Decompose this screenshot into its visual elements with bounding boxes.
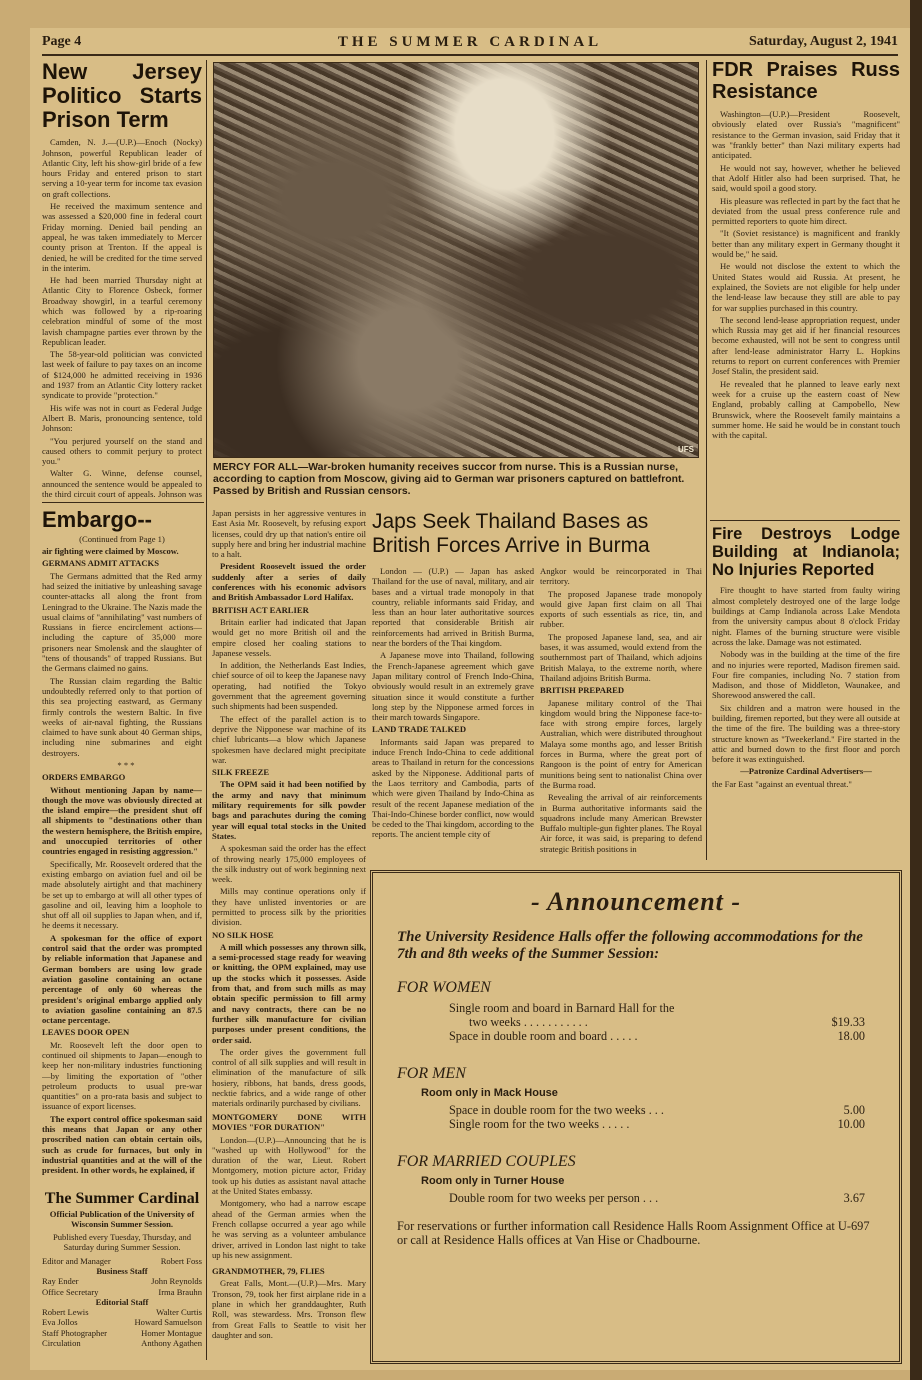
staff-row: Ray Ender John Reynolds bbox=[42, 1276, 202, 1287]
staff-line: Published every Tuesday, Thursday, and Saturday during Summer Session. bbox=[52, 1231, 192, 1252]
announcement-ad bbox=[370, 870, 902, 1364]
issue-date: Saturday, August 2, 1941 bbox=[749, 34, 898, 49]
price-line: Single room and board in Barnard Hall for the bbox=[449, 1001, 675, 1015]
thailand-para: Angkor would be reincorporated in Thai territory. bbox=[540, 566, 702, 587]
subhead: LEAVES DOOR OPEN bbox=[42, 1027, 130, 1038]
patronize-line: —Patronize Cardinal Advertisers— bbox=[740, 766, 872, 777]
staff-title: The Summer Cardinal bbox=[44, 1190, 200, 1207]
headline-nj: New Jersey Politico Starts Prison Term bbox=[42, 60, 202, 132]
embargo-para: A spokesman said the order has the effect of throwing nearly 175,000 employees of the silk industry out of work beginning next week. bbox=[212, 843, 366, 885]
embargo-para: Without mentioning Japan by name—though the move was obviously directed at the island empire—the president shut off all shipments to "destinations other than the western hemisphere, the British empire, and unoccupied territories of other countries engaged in resisting aggression." bbox=[42, 784, 202, 857]
montgomery-para: London—(U.P.)—Announcing that he is "washed up with Hollywood" for the duration of the war, Lieut. Robert Montgomery, motion picture actor, Friday took up his duties as assistant naval attache at the United States embassy. bbox=[212, 1134, 366, 1197]
thailand-para: The proposed Japanese trade monopoly would give Japan first claim on all Thai exports of such essentials as rice, tin, and rubber. bbox=[540, 588, 702, 630]
embargo-para: Britain earlier had indicated that Japan would get no more British oil and the empire closed her coaling stations to Japanese vessels. bbox=[212, 616, 366, 658]
women-label: FOR WOMEN bbox=[397, 979, 491, 996]
thailand-para: Japanese military control of the Thai kingdom would bring the Nipponese face-to-face with strong empire forces, largely Australian, which were distributed throughout Malaya some months ago, and lesser British forces in Burma, where the great port of Rangoon is the point of entry for American munitions being sent to nationalist China over the Burma road. bbox=[540, 697, 702, 790]
story-nj bbox=[42, 60, 202, 500]
announcement-footer: For reservations or further information call Residence Halls Room Assignment Office at U-697 or call at Residence Halls offices at Van Hise or Chadbourne. bbox=[397, 1219, 870, 1247]
fdr-para: His pleasure was reflected in part by the fact that he deviated from the usual press conference rule and permitted reporters to quote him direct. bbox=[712, 195, 900, 227]
embargo-para: A spokesman for the office of export control said that the order was prompted by reliable information that Japanese and German bombers are using low grade aviation gasoline containing an octane percentage of only 60 whereas the president's original embargo applied only to aviation gasoline containing an 87.5 octane percentage. bbox=[42, 932, 202, 1026]
headline-fdr: FDR Praises Russ Resistance bbox=[712, 60, 900, 103]
continued-note: (Continued from Page 1) bbox=[79, 533, 165, 544]
subhead: SILK FREEZE bbox=[212, 767, 270, 778]
staff-row: Eva Jollos Howard Samuelson bbox=[42, 1317, 202, 1328]
photo-caption: MERCY FOR ALL—War-broken humanity receives succor from nurse. This is a Russian nurse, according to caption from Moscow, giving aid to German war prisoners captured on battlefront. Passed by British and Russian censors. bbox=[213, 462, 685, 498]
embargo-para: The Russian claim regarding the Baltic undoubtedly referred only to that portion of this sea projecting eastward, as Germany firmly controls the western Baltic. In five weeks of air-naval fighting, the Russians claimed to have sunk about 40 German ships, including nine submarines and eight destroyers. bbox=[42, 675, 202, 758]
embargo-para: The order gives the government full control of all silk supplies and will result in elimination of the manufacture of silk hosiery, ribbons, hat bands, dress goods, necktie fabrics, and a wide range of other materials ordinarily purchased by civilians. bbox=[212, 1046, 366, 1108]
headline-thailand: Japs Seek Thailand Bases as British Forces Arrive in Burma bbox=[372, 510, 650, 557]
fire-para: Six children and a matron were housed in the building, firemen reported, but they were all outside at the time of the fire. The building was a three-story structure known as "Tweekerland." Fire started in the attic and burned down to the first floor and porch before it was extinguished. bbox=[712, 702, 900, 765]
staff-section: Business Staff bbox=[96, 1266, 148, 1277]
fire-para: Fire thought to have started from faulty wiring almost completely destroyed one of the large lodge buildings at Camp Indianola across Lake Mendota from the university campus about 8 o'clock Friday night. Flames of the burning structure were visible across the lake. Damage was not estimated. bbox=[712, 585, 900, 647]
staff-row: Editor and Manager Robert Foss bbox=[42, 1256, 202, 1267]
nj-para: His wife was not in court as Federal Judge Albert B. Maris, pronouncing sentence, told Johnson: bbox=[42, 402, 202, 434]
embargo-para: Japan persists in her aggressive ventures in East Asia Mr. Roosevelt, by refusing export licenses, could dry up that nation's entire oil supply here and bring her industrial machine to a halt. bbox=[212, 508, 366, 560]
staff-section: Editorial Staff bbox=[95, 1296, 149, 1307]
men-label: FOR MEN bbox=[397, 1065, 466, 1082]
announcement-title: - Announcement - bbox=[530, 887, 742, 916]
story-montgomery bbox=[212, 1110, 366, 1366]
grandmother-headline: GRANDMOTHER, 79, FLIES bbox=[212, 1266, 325, 1277]
subhead: LAND TRADE TALKED bbox=[372, 724, 467, 735]
subhead: BRITISH PREPARED bbox=[540, 685, 625, 696]
headline-fire: Fire Destroys Lodge Building at Indianola; No Injuries Reported bbox=[712, 526, 900, 579]
subhead: BRITISH ACT EARLIER bbox=[212, 604, 309, 615]
price-line: Space in double room for the two weeks . . . 5.00 bbox=[449, 1103, 865, 1117]
page-edge bbox=[910, 0, 922, 1380]
page-number: Page 4 bbox=[42, 34, 82, 49]
thailand-para: London — (U.P.) — Japan has asked Thailand for the use of naval, military, and air bases and a virtual trade monopoly in that country, reliable informants said Friday, and less than an hour later authoritative sources reported that considerable British air reinforcements had arrived in British Burma, near the borders of the Thai kingdom. bbox=[372, 566, 534, 649]
men-room: Room only in Mack House bbox=[421, 1087, 558, 1099]
subhead: ORDERS EMBARGO bbox=[42, 772, 126, 783]
embargo-para: A mill which possesses any thrown silk, a semi-processed stage ready for weaving or knitting, the OPM explained, may use up the stocks which it possesses. Aside from that, and from such mills as may obtain specific permission to fill army and navy contracts, there can be no further silk manufacture for civilian purposes under present conditions, the order said. bbox=[212, 941, 366, 1045]
section-rule bbox=[710, 520, 900, 521]
paper-title: THE SUMMER CARDINAL bbox=[337, 34, 603, 50]
story-thailand-col2 bbox=[540, 566, 702, 864]
montgomery-para: Montgomery, who had a narrow escape ahead of the German armies when the French collapse occurred a year ago while he was serving as a volunteer ambulance driver, arrived in London last night to take up his new assignment. bbox=[212, 1198, 366, 1260]
staff-line: Official Publication of the University of Wisconsin Summer Session. bbox=[49, 1209, 195, 1230]
embargo-para: The OPM said it had been notified by the army and navy that minimum military requirements for silk powder bags and parachutes during the coming year will equal total stocks in the United States. bbox=[212, 779, 366, 841]
staff-row: Staff Photographer Homer Montague bbox=[42, 1327, 202, 1338]
announcement-intro: The University Residence Halls offer the following accommodations for the 7th and 8th weeks of the Summer Session: bbox=[397, 929, 863, 962]
thailand-para: A Japanese move into Thailand, following the French-Japanese agreement which gave Japan military control of French Indo-China, obviously would result in an extremely grave situation since it would constitute a further long step by the Nipponese armed forces in their march towards Singapore. bbox=[372, 650, 534, 723]
column-rule bbox=[206, 60, 207, 1360]
nj-para: "You perjured yourself on the stand and caused others to commit perjury to protect you." bbox=[42, 435, 202, 467]
price-line: two weeks . . . . . . . . . . . $19.33 bbox=[469, 1015, 865, 1029]
thailand-para: Revealing the arrival of air reinforcements in Burma authoritative informants said the squadrons include many American Brewster Buffalo multiple-gun fighter planes. The Royal Air force, it was said, is preparing to defend strategic British positions in bbox=[540, 792, 702, 854]
column-rule bbox=[706, 60, 707, 860]
fire-para: Nobody was in the building at the time of the fire and no injuries were reported, Madison firemen said. Four fire companies, including No. 7 station from Madison, and those of Middleton, Waunakee, and Shorewood answered the call. bbox=[712, 649, 900, 701]
fdr-para: Washington—(U.P.)—President Roosevelt, obviously elated over Russia's "magnificent" resistance to the German invasion, said Friday that it was "frankly better" than Nazi military experts had anticipated. bbox=[712, 109, 900, 161]
grandmother-para: Great Falls, Mont.—(U.P.)—Mrs. Mary Tronson, 79, took her first airplane ride in a plane in which her granddaughter, Ruth Roll, was stewardess. Mrs. Tronson flew from Great Falls to Seattle to visit her daughter and son. bbox=[212, 1278, 366, 1340]
nj-para: He received the maximum sentence and was assessed a $20,000 fine in federal court Friday morning. Denied bail pending an appeal, he was taken immediately to Mercer county prison at Trenton. If the appeal is denied, he will be credited for the time served in the interim. bbox=[42, 201, 202, 273]
price-line: Double room for two weeks per person . . . 3.67 bbox=[449, 1191, 865, 1205]
story-fdr bbox=[712, 60, 900, 516]
war-photo bbox=[213, 62, 699, 458]
fdr-para: He would not say, however, whether he believed that Adolf Hitler also had been surprised. That, he said, would spoil a good story. bbox=[712, 162, 900, 194]
section-rule bbox=[42, 502, 204, 503]
story-fire bbox=[712, 526, 900, 860]
nj-para: Walter G. Winne, defense counsel, announced the sentence would be appealed to the third circuit court of appeals. Johnson was bbox=[42, 468, 202, 500]
fdr-para: He revealed that he planned to leave early next week for a cruise up the eastern coast of New England, probably calling at Campobello, New Brunswick, where the Roosevelt family maintains a summer home. He said he would be in constant touch with the capital. bbox=[712, 378, 900, 441]
montgomery-headline: MONTGOMERY DONE WITH MOVIES "FOR DURATION" bbox=[212, 1112, 366, 1133]
masthead bbox=[42, 34, 898, 56]
subhead: NO SILK HOSE bbox=[212, 929, 274, 940]
thailand-continued: the Far East "against an eventual threat." bbox=[712, 778, 852, 789]
married-room: Room only in Turner House bbox=[421, 1175, 565, 1187]
staff-row: Office Secretary Irma Brauhn bbox=[42, 1286, 202, 1297]
staff-row: Circulation Anthony Agathen bbox=[42, 1337, 202, 1348]
embargo-para: Specifically, Mr. Roosevelt ordered that the existing embargo on aviation fuel and oil be made absolutely airtight and that machinery be set up to embargo at will all other types of gasoline and oil, leaving him a loophole to shut off all oil supplies to Japan when, and if, he deems it necessary. bbox=[42, 858, 202, 931]
story-embargo bbox=[42, 508, 202, 1188]
story-thailand-col1 bbox=[372, 566, 534, 864]
thailand-para: Informants said Japan was prepared to induce French Indo-China to cede additional areas to Thailand in return for the concessions asked by the Nipponese. Additional parts of the Laos territory and Cambodia, parts of which were given Thailand by Indo-China as result of the recent Japanese mediation of the Thai-Indo-Chinese border conflict, now would be ceded to the Thai kingdom, according to the reports. The ancient temple city of bbox=[372, 736, 534, 840]
married-label: FOR MARRIED COUPLES bbox=[397, 1153, 576, 1170]
newspaper-page bbox=[30, 28, 910, 1370]
nj-para: He had been married Thursday night at Atlantic City to Florence Osbeck, former Broadway showgirl, in a tearful ceremony which was followed by a rip-roaring celebration mindful of some of the most lavish champagne parties ever thrown by the Republican leader. bbox=[42, 275, 202, 347]
staff-box bbox=[42, 1190, 202, 1366]
embargo-para: Mr. Roosevelt left the door open to continued oil shipments to Japan—enough to keep her non-military industries functioning—by limiting the exportation of "other petroleum products to usual pre-war quantities" on a pro-rata basis and subject to issuance of export licenses. bbox=[42, 1039, 202, 1112]
subhead: GERMANS ADMIT ATTACKS bbox=[42, 558, 159, 569]
thailand-para: The proposed Japanese land, sea, and air bases, it was assumed, would extend from the southernmost part of Thailand, which adjoins British Malaya, to the extreme north, where Thailand adjoins British Burma. bbox=[540, 631, 702, 683]
fdr-para: "It (Soviet resistance) is magnificent and frankly better than any military expert in Germany thought it would be," he said. bbox=[712, 228, 900, 260]
price-line: Space in double room and board . . . . . 18.00 bbox=[449, 1029, 865, 1043]
photo-credit: UFS bbox=[678, 445, 694, 454]
fdr-para: He would not disclose the extent to which the United States would aid Russia. At present, he explained, the Soviets are not eligible for help under the lend-lease law because they still are able to pay for war supplies purchased in this country. bbox=[712, 261, 900, 313]
embargo-para: President Roosevelt issued the order suddenly after a series of daily conferences with his economic advisors and British Ambassador Lord Halifax. bbox=[212, 561, 366, 603]
embargo-para: In addition, the Netherlands East Indies, chief source of oil to keep the Japanese navy operating, had notified the Tokyo government that the agreement governing such shipments had been suspended. bbox=[212, 660, 366, 712]
story-embargo-cont bbox=[212, 508, 366, 1108]
price-line: Single room for the two weeks . . . . . 10.00 bbox=[449, 1117, 865, 1131]
headline-embargo: Embargo-- bbox=[42, 508, 152, 532]
embargo-lead: air fighting were claimed by Moscow. bbox=[42, 546, 179, 557]
embargo-para: The effect of the parallel action is to deprive the Nipponese war machine of its chief lubricants—a blow which Japanese spokesmen have declared might precipitate war. bbox=[212, 713, 366, 765]
separator-stars: * * * bbox=[117, 759, 135, 770]
embargo-para: The Germans admitted that the Red army had seized the initiative by unleashing savage counter-attacks all along the front from Leningrad to the Ukraine. The Nazis made the usual claims of "annihilating" vast numbers of Russians in fierce encirclement actions—including the capture of 35,000 more prisoners near Smolensk and the slaughter of "tens of thousands" of trapped Russians. But the Germans claimed no gains. bbox=[42, 570, 202, 674]
nj-para: Camden, N. J.—(U.P.)—Enoch (Nocky) Johnson, powerful Republican leader of Atlantic City, left his show-girl bride of a few hours Friday and entered prison to start serving a 10-year term for income tax evasion on graft collections. bbox=[42, 137, 202, 199]
embargo-para: The export control office spokesman said this means that Japan or any other proscribed nation can obtain certain oils, such as crude for furnaces, but only in industrial quantities and at the will of the president. In other words, he explained, if bbox=[42, 1113, 202, 1176]
nj-para: The 58-year-old politician was convicted last week of failure to pay taxes on an income of $124,000 he admitted receiving in 1936 and 1937 from an Atlantic City lottery racket syndicate to provide "protection." bbox=[42, 349, 202, 401]
embargo-para: Mills may continue operations only if they have unlisted inventories or are permitted to process silk by the priorities division. bbox=[212, 886, 366, 928]
fdr-para: The second lend-lease appropriation request, under which Russia may get aid if her financial resources become exhausted, will not be sent to congress until after lend-lease administrator Harry L. Hopkins returns to report on current conferences with Premier Josef Stalin, the president said. bbox=[712, 314, 900, 377]
staff-row: Robert Lewis Walter Curtis bbox=[42, 1307, 202, 1318]
